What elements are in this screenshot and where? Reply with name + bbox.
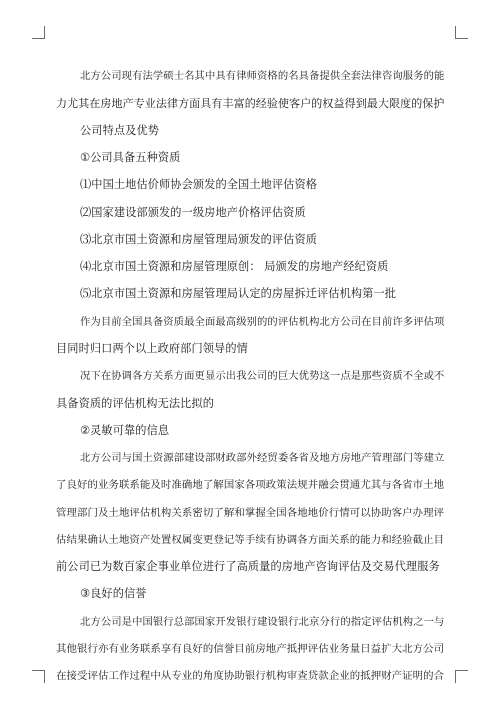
text-line: ②灵敏可靠的信息 — [80, 424, 170, 437]
text-line: 力尤其在房地产专业法律方面具有丰富的经验使客户的权益得到最大限度的保护 — [56, 97, 445, 110]
text-line: ⑸北京市国土资源和房屋管理局认定的房屋拆迁评估机构第一批 — [80, 287, 397, 300]
text-line: 具备资质的评估机构无法比拟的 — [56, 397, 215, 410]
text-line: 估结果确认土地资产处置权属变更登记等手续有协调各方面关系的能力和经验截止目 — [56, 534, 445, 546]
text-line: 在接受评估工作过程中从专业的角度协助银行机构审查贷款企业的抵押财产证明的合 — [56, 670, 445, 682]
crop-mark-bottom-right — [455, 670, 468, 683]
text-line: 北方公司是中国银行总部国家开发银行建设银行北京分行的指定评估机构之一与 — [80, 616, 445, 628]
text-line: 目同时归口两个以上政府部门领导的情 — [56, 342, 248, 355]
text-line: 了良好的业务联系能及时准确地了解国家各项政策法规并融会贯通尤其与各省市土地 — [56, 479, 445, 491]
text-line: 北方公司与国土资源部建设部财政部外经贸委各省及地方房地产管理部门等建立 — [80, 452, 445, 464]
text-line: 其他银行亦有业务联系享有良好的信誉目前房地产抵押评估业务量日益扩大北方公司 — [56, 643, 445, 655]
text-line: ③良好的信誉 — [80, 587, 147, 600]
text-line: 况下在协调各方关系方面更显示出我公司的巨大优势这一点是那些资质不全或不 — [80, 370, 445, 382]
text-line: ⑵国家建设部颁发的一级房地产价格评估资质 — [80, 206, 306, 219]
crop-mark-bottom-left — [32, 670, 45, 683]
text-line: ⑷北京市国土资源和房屋管理原创： 局颁发的房地产经纪资质 — [80, 260, 389, 273]
crop-mark-top-right — [455, 26, 468, 39]
text-line: 管理部门及土地评估机构关系密切了解和掌握全国各地地价行情可以协助客户办理评 — [56, 507, 445, 519]
text-line: ①公司具备五种资质 — [80, 151, 181, 164]
text-line: 作为目前全国具备资质最全面最高级别的的评估机构北方公司在目前许多评估项 — [80, 316, 445, 328]
text-line: 公司特点及优势 — [80, 124, 160, 137]
crop-mark-top-left — [32, 26, 45, 39]
text-line: ⑴中国土地估价师协会颁发的全国土地评估资格 — [80, 178, 318, 191]
text-line: ⑶北京市国土资源和房屋管理局颁发的评估资质 — [80, 233, 318, 246]
text-line: 前公司已为数百家企事业单位进行了高质量的房地产咨询评估及交易代理服务 — [56, 560, 440, 573]
text-line: 北方公司现有法学硕士名其中具有律师资格的名具备提供全套法律咨询服务的能 — [80, 70, 445, 82]
